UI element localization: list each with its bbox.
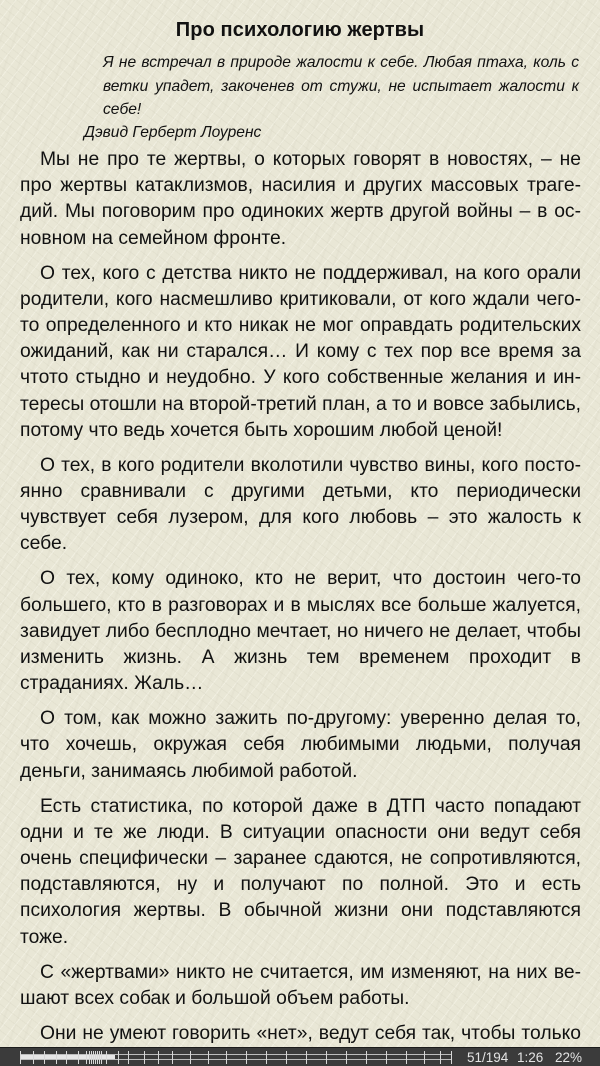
- paragraph: О тех, в кого родители вколотили чувство вины, кого постоянно сравнивали с другими детьми, кто периодически чувствует себя лузером, для кого любовь – это жалость к себе.: [20, 454, 581, 555]
- chapter-tick: [106, 1051, 107, 1064]
- reader-status-bar: [0, 1047, 600, 1066]
- paragraph: С «жертвами» никто не считается, им изменяют, на них вешают всех собак и большой объем работы.: [20, 961, 581, 1009]
- chapter-tick: [91, 1051, 92, 1064]
- chapter-tick: [386, 1051, 387, 1064]
- chapter-tick: [286, 1051, 287, 1064]
- chapter-tick: [306, 1051, 307, 1064]
- paragraph: О том, как можно зажить по-другому: уверенно делая то, что хочешь, окружая себя любимыми людьми, получая деньги, занимаясь любимой работой.: [20, 708, 581, 782]
- chapter-tick: [66, 1051, 67, 1064]
- chapter-tick: [226, 1051, 227, 1064]
- chapter-tick: [440, 1051, 441, 1064]
- chapter-tick: [44, 1051, 45, 1064]
- chapter-tick: [346, 1051, 347, 1064]
- chapter-tick: [97, 1051, 98, 1064]
- chapter-tick: [89, 1051, 90, 1064]
- epigraph-quote: Я не встречал в природе жалости к себе. Любая птаха, коль с ветки упадет, закоченев от стужи, не испытает жалости к себе!: [103, 54, 579, 118]
- chapter-marks: [20, 1051, 452, 1064]
- chapter-tick: [101, 1051, 102, 1064]
- paragraph: О тех, кого с детства никто не поддерживал, на кого орали родители, кого насмешливо критиковали, от кого ждали чегото определенного и кто никак не мог оправдать родительских ожиданий, как ни старался… И кому с тех пор все время за чтото стыдно и неудобно. У кого собственные желания и интересы отошли на второй-третий план, а то и вовсе забылись, потому что ведь хочется быть хорошим любой ценой!: [20, 262, 581, 441]
- page-indicator: 51/194: [467, 1050, 509, 1065]
- chapter-tick: [172, 1051, 173, 1064]
- chapter-tick: [118, 1051, 119, 1064]
- chapter-tick: [266, 1051, 267, 1064]
- chapter-tick: [86, 1051, 87, 1064]
- chapter-tick: [326, 1051, 327, 1064]
- paragraph: Мы не про те жертвы, о которых говорят в новостях, – не про жертвы катаклизмов, насилия и других массовых трагедий. Мы поговорим про одиноких жертв другой войны – в основном на семейном фронте.: [20, 149, 581, 249]
- chapter-tick: [128, 1051, 129, 1064]
- progress-percent: 22%: [555, 1050, 583, 1065]
- chapter-tick: [33, 1051, 34, 1064]
- chapter-tick: [246, 1051, 247, 1064]
- chapter-tick: [208, 1051, 209, 1064]
- chapter-tick: [366, 1051, 367, 1064]
- paragraph: Они не умеют говорить «нет», ведут себя так, чтобы только: [40, 1022, 581, 1044]
- chapter-body: [20, 147, 581, 1047]
- chapter-tick: [78, 1051, 79, 1064]
- paragraph: О тех, кому одиноко, кто не верит, что достоин чего-то большего, кто в разговорах и в мыслях все больше жалуется, завидует либо бесплодно мечтает, но ничего не делает, чтобы изменить жизнь. А жизнь тем временем проходит в страданиях. Жаль…: [20, 568, 581, 695]
- chapter-tick: [451, 1051, 452, 1064]
- chapter-tick: [158, 1051, 159, 1064]
- chapter-tick: [99, 1051, 100, 1064]
- chapter-tick: [190, 1051, 191, 1064]
- chapter-tick: [424, 1051, 425, 1064]
- chapter-tick: [95, 1051, 96, 1064]
- chapter-tick: [20, 1051, 21, 1064]
- chapter-title: Про психологию жертвы: [175, 19, 425, 41]
- chapter-tick: [144, 1051, 145, 1064]
- chapter-tick: [406, 1051, 407, 1064]
- chapter-tick: [93, 1051, 94, 1064]
- chapter-tick: [56, 1051, 57, 1064]
- epigraph-author: Дэвид Герберт Лоуренс: [84, 124, 262, 141]
- paragraph: Есть статистика, по которой даже в ДТП часто попадают одни и те же люди. В ситуации опасности они ведут себя очень специфически – заранее сдаются, не сопротивляются, подставляются, ну и получают по полной. Это и есть психология жертвы. В обычной жизни они подставляются тоже.: [20, 795, 581, 948]
- clock: 1:26: [517, 1050, 544, 1065]
